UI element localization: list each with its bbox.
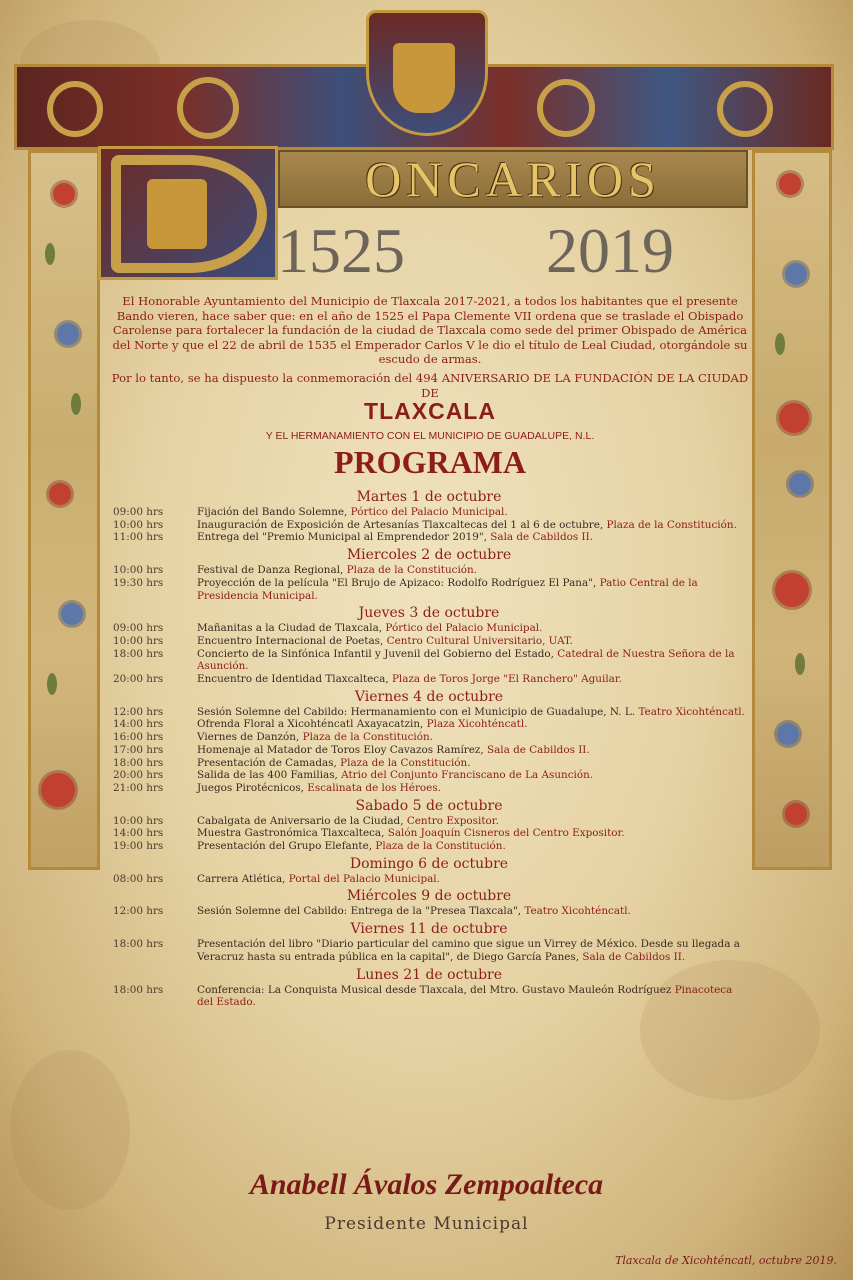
day-heading: Viernes 4 de octubre (354, 688, 504, 705)
year-left: 1525 (277, 215, 405, 286)
event-description (197, 757, 745, 770)
program-schedule (113, 489, 745, 1012)
event-description (197, 531, 745, 544)
event-text: Concierto de la Sinfónica Infantil y Juvenil del Gobierno del Estado, (197, 647, 554, 660)
event-location: Sala de Cabildos II. (490, 531, 594, 544)
event-text: Sesión Solemne del Cabildo: Entrega de la "Presea Tlaxcala", (197, 905, 522, 918)
event-location: Catedral de Nuestra Señora de la Asunción. (197, 647, 735, 673)
event-description (197, 744, 745, 757)
event-time: 19:00 hrs (113, 840, 164, 853)
day-heading: Jueves 3 de octubre (358, 605, 500, 622)
event-row (113, 673, 745, 686)
event-time: 19:30 hrs (113, 576, 164, 589)
event-text: Festival de Danza Regional, (197, 564, 344, 577)
day-heading: Miércoles 9 de octubre (346, 888, 512, 905)
twinning-text: Y EL HERMANAMIENTO CON EL MUNICIPIO DE GUADALUPE, N.L. (265, 430, 595, 442)
event-row (113, 938, 745, 963)
event-description (197, 905, 745, 918)
event-row (113, 731, 745, 744)
event-location: Centro Cultural Universitario, UAT. (386, 634, 573, 647)
day-heading: Martes 1 de octubre (356, 489, 502, 505)
anniversary-text: Por lo tanto, se ha dispuesto la conmemoración del 494 ANIVERSARIO DE LA FUNDACIÓN DE LA CIUDAD DE (111, 371, 749, 400)
event-description (197, 827, 745, 840)
event-location: Plaza de la Constitución. (302, 731, 434, 744)
event-time: 20:00 hrs (113, 769, 164, 782)
event-location: Plaza Xicohténcatl. (426, 718, 528, 731)
day-block (113, 856, 745, 886)
event-text: Viernes de Danzón, (197, 731, 300, 744)
event-text: Sesión Solemne del Cabildo: Hermanamiento con el Municipio de Guadalupe, N. L. (197, 705, 636, 718)
day-heading: Domingo 6 de octubre (349, 855, 509, 872)
event-description (197, 769, 745, 782)
event-text: Entrega del "Premio Municipal al Emprendedor 2019", (197, 531, 487, 544)
event-text: Presentación de Camadas, (197, 756, 337, 769)
event-location: Plaza de la Constitución. (340, 756, 471, 769)
event-description (197, 731, 745, 744)
day-block (113, 921, 745, 963)
event-description (197, 706, 745, 719)
event-time: 16:00 hrs (113, 731, 164, 744)
event-time: 11:00 hrs (113, 531, 164, 544)
event-time: 09:00 hrs (113, 506, 164, 518)
illuminated-initial-icon (98, 146, 278, 280)
event-location: Teatro Xicohténcatl. (524, 905, 631, 918)
event-location: Centro Expositor. (406, 814, 499, 827)
event-location: Sala de Cabildos II. (486, 743, 590, 756)
illuminated-left-border (28, 150, 100, 870)
event-time: 10:00 hrs (113, 814, 164, 827)
event-description (197, 519, 745, 532)
event-location: Atrio del Conjunto Franciscano de La Asunción. (341, 769, 594, 782)
place-date: Tlaxcala de Xicohténcatl, octubre 2019. (615, 1254, 837, 1267)
event-text: Homenaje al Matador de Toros Eloy Cavazos Ramírez, (197, 743, 484, 756)
event-location: Sala de Cabildos II. (582, 950, 686, 963)
event-text: Conferencia: La Conquista Musical desde Tlaxcala, del Mtro. Gustavo Mauleón Rodríguez (197, 983, 672, 996)
event-location: Plaza de la Constitución. (346, 564, 478, 577)
event-location: Plaza de la Constitución. (606, 518, 737, 531)
event-row (113, 815, 745, 828)
event-row (113, 905, 745, 918)
event-time: 18:00 hrs (113, 756, 164, 769)
event-description (197, 840, 745, 853)
day-block (113, 689, 745, 795)
event-time: 14:00 hrs (113, 827, 164, 840)
event-row (113, 757, 745, 770)
event-text: Ofrenda Floral a Xicohténcatl Axayacatzin, (197, 718, 424, 731)
coat-of-arms-icon (366, 10, 488, 136)
event-description (197, 673, 745, 686)
mayor-title: Presidente Municipal (324, 1214, 529, 1234)
event-row (113, 706, 745, 719)
event-description (197, 873, 745, 886)
event-description (197, 782, 745, 795)
event-location: Plaza de Toros Jorge "El Ranchero" Aguilar. (391, 673, 622, 686)
event-text: Mañanitas a la Ciudad de Tlaxcala, (197, 622, 383, 635)
event-row (113, 744, 745, 757)
event-row (113, 506, 745, 519)
event-row (113, 840, 745, 853)
event-time: 09:00 hrs (113, 622, 164, 635)
day-block (113, 547, 745, 602)
event-location: Patio Central de la Presidencia Municipal. (197, 576, 698, 602)
event-text: Encuentro Internacional de Poetas, (197, 634, 384, 647)
event-text: Fijación del Bando Solemne, (197, 506, 348, 518)
event-row (113, 564, 745, 577)
event-row (113, 519, 745, 532)
event-location: Portal del Palacio Municipal. (288, 872, 440, 885)
event-text: Proyección de la película "El Brujo de Apizaco: Rodolfo Rodríguez El Pana", (197, 576, 597, 589)
illuminated-right-border (752, 150, 832, 870)
event-text: Encuentro de Identidad Tlaxcalteca, (197, 673, 389, 686)
event-time: 17:00 hrs (113, 743, 164, 756)
event-row (113, 873, 745, 886)
event-description (197, 635, 745, 648)
event-location: Plaza de la Constitución. (375, 840, 506, 853)
event-row (113, 635, 745, 648)
event-time: 08:00 hrs (113, 872, 164, 885)
event-text: Presentación del Grupo Elefante, (197, 840, 373, 853)
event-location: Salón Joaquín Cisneros del Centro Expositor. (387, 827, 625, 840)
event-description (197, 984, 745, 1009)
event-text: Presentación del libro "Diario particular del camino que sigue un Virrey de México. Desde su llegada a Veracruz hasta su entrada pública en la capital", de Diego García Panes, (197, 938, 740, 963)
event-row (113, 648, 745, 673)
intro-paragraph: El Honorable Ayuntamiento del Municipio de Tlaxcala 2017-2021, a todos los habitantes que el presente Bando vieren, hace saber que: en el año de 1525 el Papa Clemente VII ordena que se traslade el Obispado Carolense para fortalecer la fundación de la ciudad de Tlaxcala como sede del primer Obispado de América del Norte y que el 22 de abril de 1535 el Emperador Carlos V le dio el título de Leal Ciudad, otorgándole su escudo de armas. (112, 294, 748, 366)
event-row (113, 577, 745, 602)
event-description (197, 506, 745, 519)
event-row (113, 718, 745, 731)
event-text: Cabalgata de Aniversario de la Ciudad, (197, 814, 404, 827)
event-description (197, 815, 745, 828)
day-block (113, 798, 745, 853)
event-description (197, 577, 745, 602)
city-title: TLAXCALA (364, 398, 496, 424)
event-location: Teatro Xicohténcatl. (638, 705, 745, 718)
event-text: Salida de las 400 Familias, (197, 769, 338, 782)
day-heading: Miercoles 2 de octubre (346, 547, 512, 564)
event-description (197, 718, 745, 731)
event-time: 10:00 hrs (113, 634, 164, 647)
event-text: Muestra Gastronómica Tlaxcalteca, (197, 827, 385, 840)
event-row (113, 531, 745, 544)
event-row (113, 769, 745, 782)
year-right: 2019 (546, 215, 674, 286)
event-time: 18:00 hrs (113, 647, 164, 660)
event-description (197, 648, 745, 673)
event-time: 18:00 hrs (113, 983, 164, 996)
event-time: 12:00 hrs (113, 705, 164, 718)
event-location: Pinacoteca del Estado. (197, 983, 733, 1009)
day-block (113, 888, 745, 918)
event-description (197, 564, 745, 577)
day-heading: Viernes 11 de octubre (350, 921, 508, 938)
day-heading: Sabado 5 de octubre (355, 797, 503, 814)
day-block (113, 605, 745, 686)
page-title: ONCARIOS (365, 151, 661, 207)
event-row (113, 622, 745, 635)
event-description (197, 622, 745, 635)
event-text: Carrera Atlética, (197, 872, 286, 885)
event-location: Pórtico del Palacio Municipal. (385, 622, 543, 635)
mayor-name: Anabell Ávalos Zempoalteca (249, 1168, 604, 1201)
event-location: Escalinata de los Héroes. (307, 781, 441, 794)
event-row (113, 827, 745, 840)
event-time: 12:00 hrs (113, 905, 164, 918)
event-time: 14:00 hrs (113, 718, 164, 731)
day-block (113, 967, 745, 1009)
day-block (113, 489, 745, 544)
event-time: 18:00 hrs (113, 938, 164, 951)
event-time: 20:00 hrs (113, 673, 164, 686)
event-time: 21:00 hrs (113, 781, 164, 794)
event-row (113, 984, 745, 1009)
event-time: 10:00 hrs (113, 518, 164, 531)
event-text: Juegos Pirotécnicos, (197, 781, 304, 794)
event-location: Pórtico del Palacio Municipal. (350, 506, 508, 518)
day-heading: Lunes 21 de octubre (355, 966, 503, 983)
program-title: PROGRAMA (334, 444, 526, 480)
event-text: Inauguración de Exposición de Artesanías Tlaxcaltecas del 1 al 6 de octubre, (197, 518, 604, 531)
event-description (197, 938, 745, 963)
event-time: 10:00 hrs (113, 564, 164, 577)
event-row (113, 782, 745, 795)
